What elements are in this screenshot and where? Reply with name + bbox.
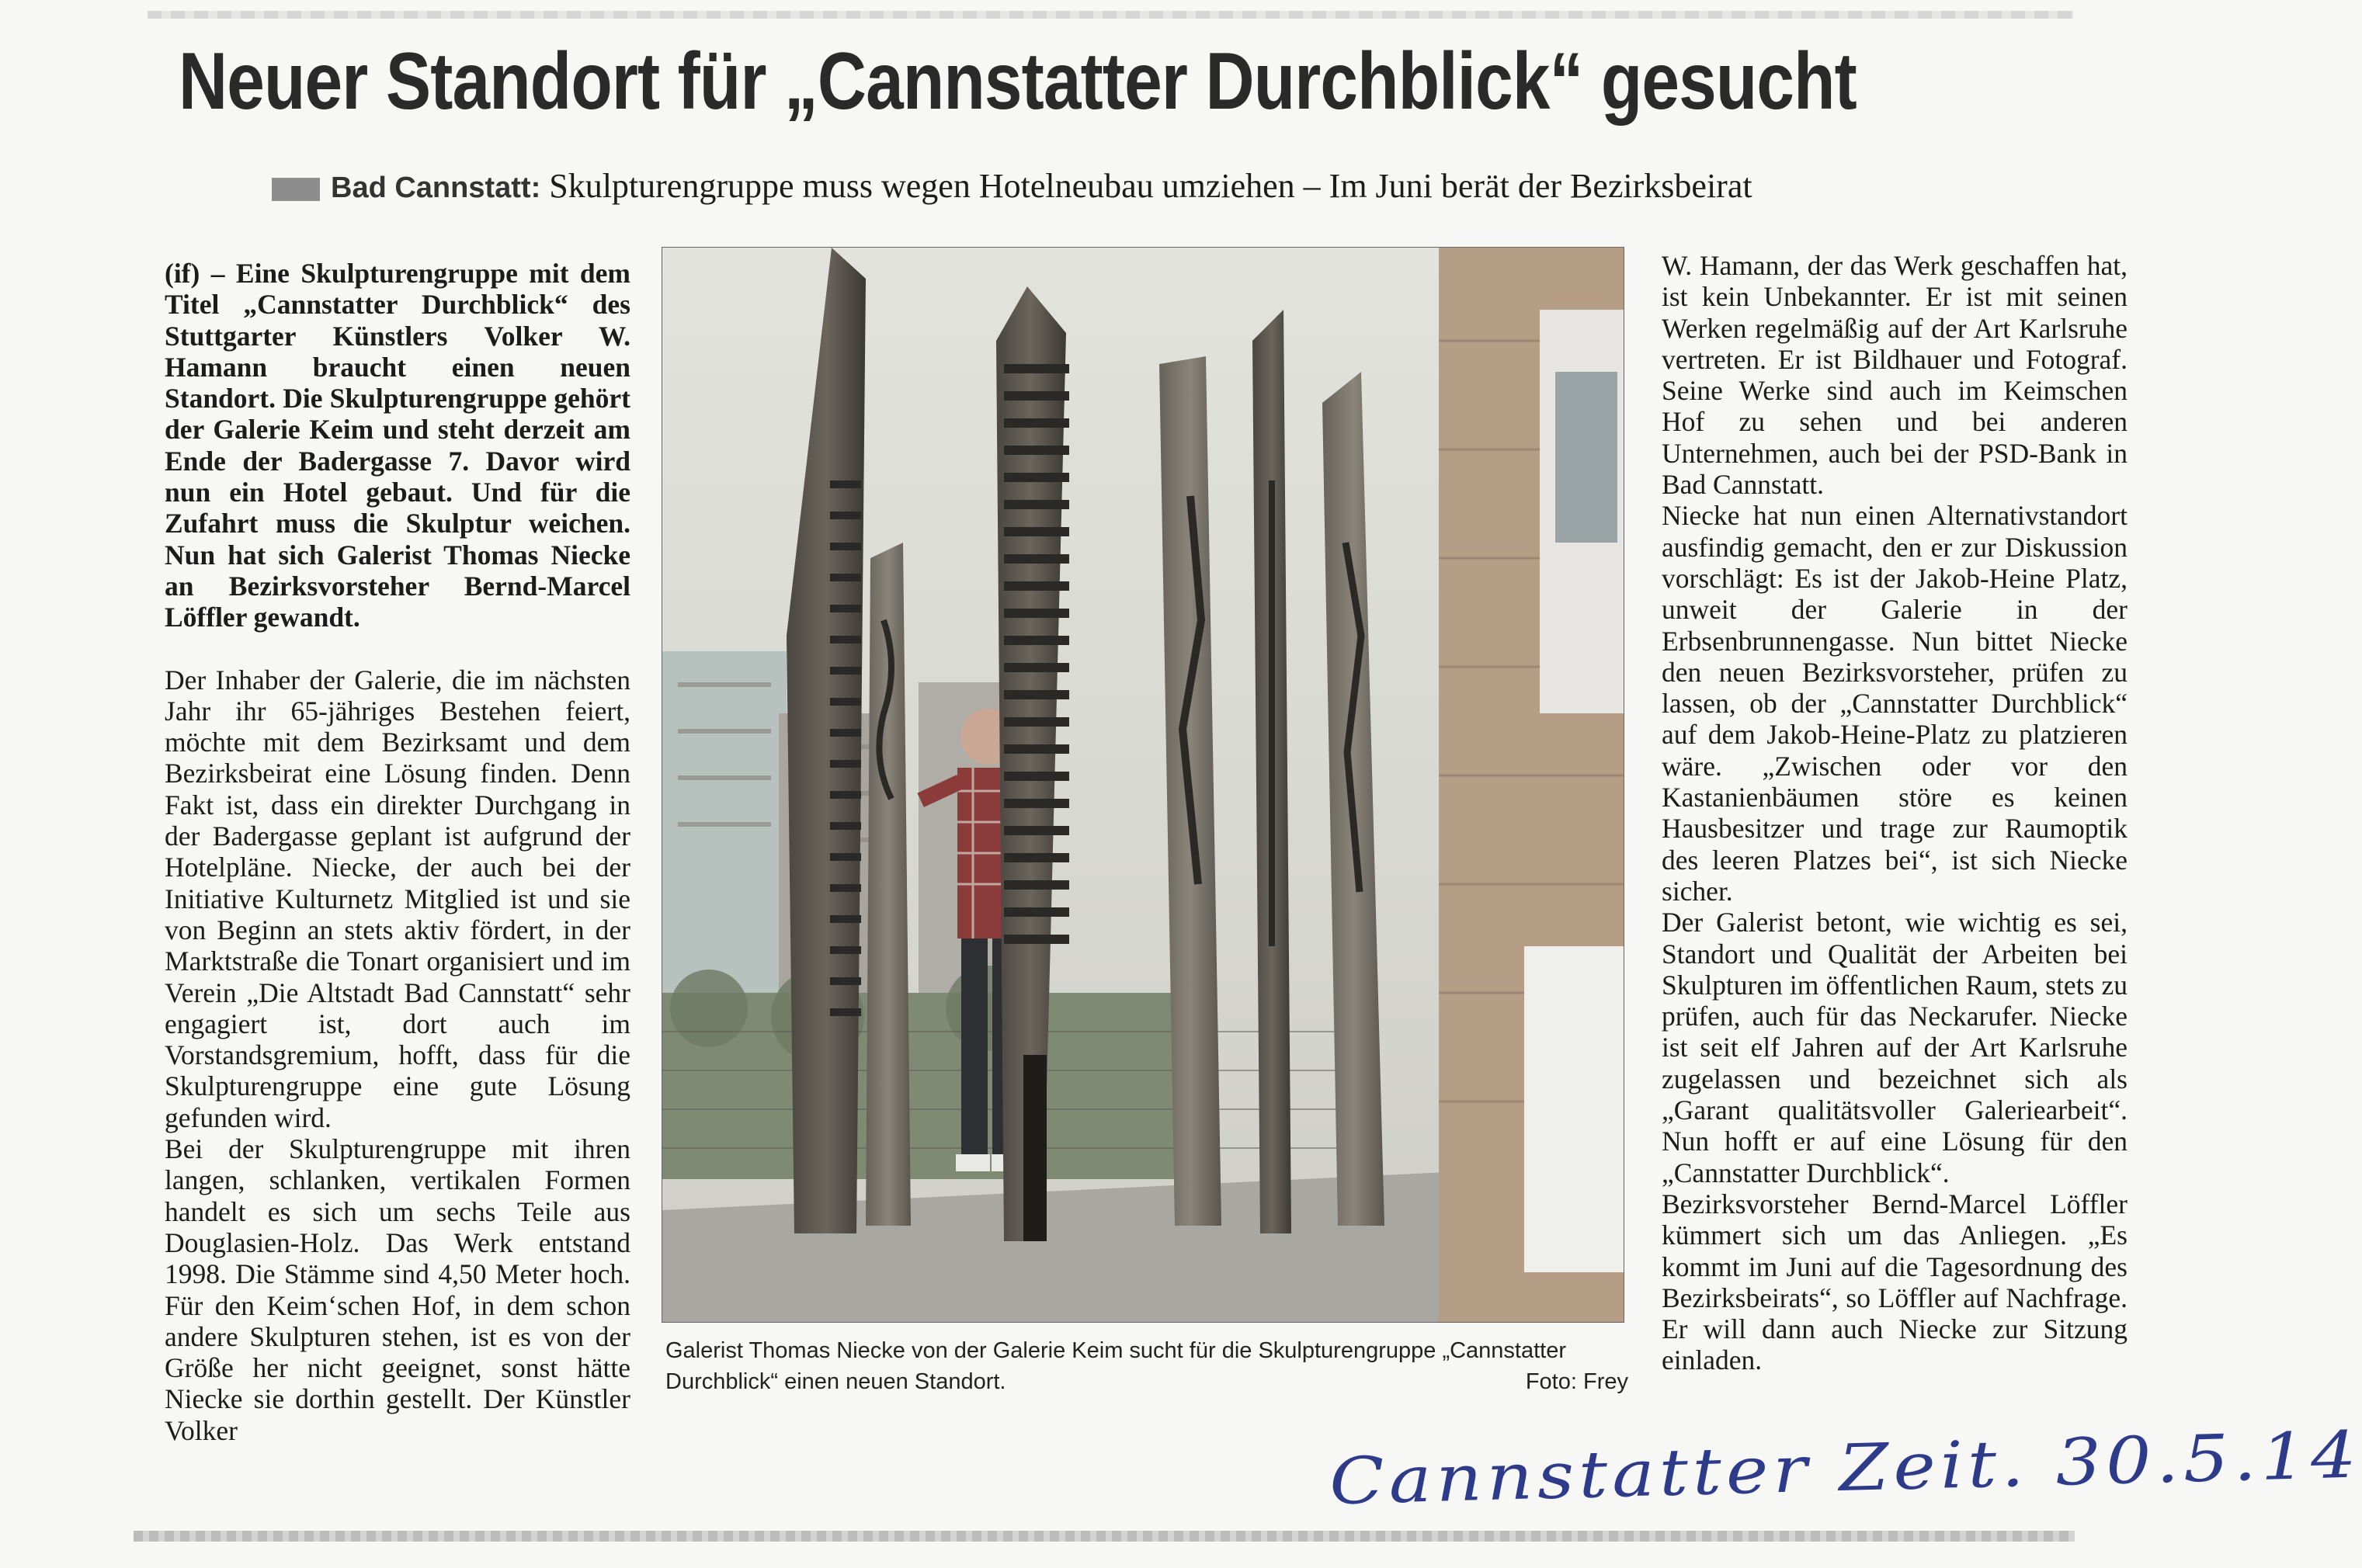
bottom-rule	[134, 1531, 2075, 1542]
body-paragraph: W. Hamann, der das Werk geschaffen hat, ist kein Unbekannter. Er ist mit seinen Werken regelmäßig auf der Art Karlsruhe vertreten. Er ist Bildhauer und Fotograf. Seine Werke sind auch im Keimschen Hof zu sehen und bei anderen Unternehmen, auch bei der PSD-Bank in Bad Cannstatt.	[1662, 250, 2128, 501]
photo-credit: Foto: Frey	[1525, 1369, 1628, 1394]
body-paragraph: Der Inhaber der Galerie, die im nächsten Jahr ihr 65-jähriges Bestehen feiert, möchte mit dem Bezirksamt und dem Bezirksbeirat eine Lösung finden. Denn Fakt ist, dass ein direkter Durchgang in der Badergasse geplant ist aufgrund der Hotelpläne. Niecke, der auch bei der Initiative Kulturnetz Mitglied ist und sie von Beginn an stets aktiv fördert, in der Marktstraße die Tonart organisiert und im Verein „Die Altstadt Bad Cannstatt“ sehr engagiert ist, dort auch im Vorstandsgremium, hofft, dass für die Skulpturengruppe eine gute Lösung gefunden wird.	[165, 664, 630, 1133]
article-lead: (if) – Eine Skulpturengruppe mit dem Titel „Cannstatter Durchblick“ des Stuttgarter Künstlers Volker W. Hamann braucht einen neuen Standort. Die Skulpturengruppe gehört der Galerie Keim und steht derzeit am Ende der Badergasse 7. Davor wird nun ein Hotel gebaut. Und für die Zufahrt muss die Skulptur weichen. Nun hat sich Galerist Thomas Niecke an Bezirksvorsteher Bernd-Marcel Löffler gewandt.	[165, 258, 630, 633]
article-column-left	[165, 258, 630, 1446]
body-paragraph: Niecke hat nun einen Alternativstandort ausfindig gemacht, den er zur Diskussion vorschlägt: Es ist der Jakob-Heine Platz, unweit der Galerie in der Erbsenbrunnengasse. Nun bittet Niecke den neuen Bezirksvorsteher, prüfen zu lassen, ob der „Cannstatter Durchblick“ auf dem Jakob-Heine-Platz zu platzieren wäre. „Zwischen oder vor den Kastanienbäumen störe es keinen Hausbesitzer und trage zur Raumoptik des leeren Platzes bei“, ist sich Niecke sicher.	[1662, 500, 2128, 907]
article-column-right	[1662, 250, 2128, 1376]
handwritten-source-note: Cannstatter Zeit. 30.5.14	[1328, 1417, 2362, 1520]
subhead-text: Skulpturengruppe muss wegen Hotelneubau umziehen – Im Juni berät der Bezirksbeirat	[549, 167, 1752, 205]
subhead-marker	[272, 178, 320, 201]
body-paragraph: Bei der Skulpturengruppe mit ihren langen, schlanken, vertikalen Formen handelt es sich um sechs Teile aus Douglasien-Holz. Das Werk entstand 1998. Die Stämme sind 4,50 Meter hoch. Für den Keim‘schen Hof, in dem schon andere Skulpturen stehen, ist es von der Größe her nicht geeignet, sonst hätte Niecke sie dorthin gestellt. Der Künstler Volker	[165, 1133, 630, 1446]
article-photo	[662, 247, 1624, 1323]
body-paragraph: Bezirksvorsteher Bernd-Marcel Löffler kümmert sich um das Anliegen. „Es kommt im Juni auf die Tagesordnung des Bezirksbeirats“, so Löffler auf Nachfrage. Er will dann auch Niecke zur Sitzung einladen.	[1662, 1188, 2128, 1376]
sculpture-photo-illustration	[662, 248, 1624, 1322]
body-paragraph: Der Galerist betont, wie wichtig es sei, Standort und Qualität der Arbeiten bei Skulpturen im öffentlichen Raum, stets zu prüfen, auch für das Neckarufer. Niecke ist seit elf Jahren auf der Art Karlsruhe zugelassen und bezeichnet sich als „Garant qualitätsvoller Galeriearbeit“. Nun hofft er auf eine Lösung für den „Cannstatter Durchblick“.	[1662, 907, 2128, 1188]
photo-caption	[665, 1335, 1628, 1397]
headline: Neuer Standort für „Cannstatter Durchblick“ gesucht	[179, 36, 1857, 127]
caption-text: Galerist Thomas Niecke von der Galerie Keim sucht für die Skulpturengruppe „Cannstatter Durchblick“ einen neuen Standort.	[665, 1338, 1567, 1394]
subhead-place: Bad Cannstatt:	[331, 172, 541, 204]
subheadline	[272, 163, 2058, 211]
top-rule	[148, 11, 2073, 19]
